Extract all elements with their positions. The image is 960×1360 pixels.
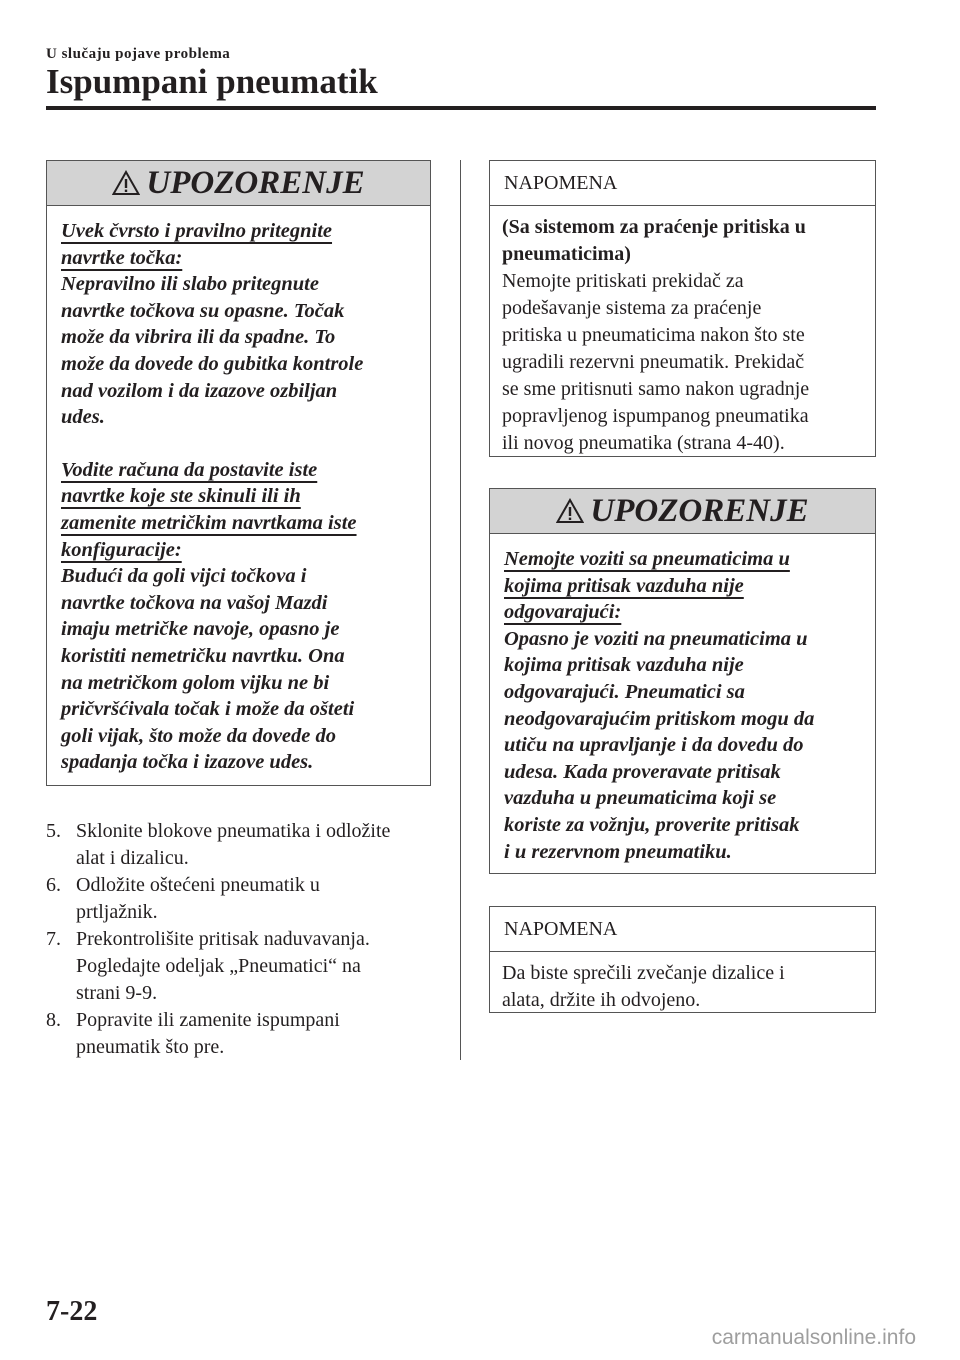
underlined-line: Nemojte voziti sa pneumaticima u bbox=[504, 548, 790, 570]
text-line: pričvršćivala točak i može da ošteti bbox=[61, 698, 355, 721]
underlined-line: navrtke koje ste skinuli ili ih bbox=[61, 485, 301, 508]
text-line: goli vijak, što može da dovede do bbox=[61, 724, 336, 747]
text-line: podešavanje sistema za praćenje bbox=[502, 297, 762, 319]
warning-para bbox=[504, 546, 861, 865]
watermark: carmanualsonline.info bbox=[711, 1326, 916, 1349]
text-line: Budući da goli vijci točkova i bbox=[61, 565, 307, 588]
list-item bbox=[46, 926, 446, 1007]
note-body bbox=[490, 206, 875, 457]
warning-para-1 bbox=[61, 218, 416, 431]
step-text: Sklonite blokove pneumatika i odložite alat i dizalicu. bbox=[76, 820, 391, 869]
text-line: navrtke točkova su opasne. Točak bbox=[61, 299, 345, 322]
text-line: neodgovarajućim pritiskom mogu da bbox=[504, 707, 815, 730]
list-item bbox=[46, 872, 446, 926]
text-line: odgovarajući. Pneumatici sa bbox=[504, 680, 745, 703]
step-number: 8. bbox=[46, 1009, 61, 1031]
steps-list bbox=[46, 818, 446, 1061]
list-item bbox=[46, 1007, 446, 1061]
underlined-line: kojima pritisak vazduha nije bbox=[504, 574, 744, 597]
text-line: ugradili rezervni pneumatik. Prekidač bbox=[502, 351, 805, 373]
page-title: Ispumpani pneumatik bbox=[46, 62, 378, 101]
text-line: Nepravilno ili slabo pritegnute bbox=[61, 273, 319, 296]
note-body bbox=[490, 952, 875, 1014]
text-line: popravljenog ispumpanog pneumatika bbox=[502, 405, 809, 427]
step-number: 5. bbox=[46, 820, 61, 842]
bold-line: pneumaticima) bbox=[502, 243, 631, 265]
step-text: Popravite ili zamenite ispumpani pneumatik što pre. bbox=[76, 1009, 340, 1058]
text-line: ili novog pneumatika (strana 4-40). bbox=[502, 432, 785, 454]
note-box-bottom bbox=[489, 906, 876, 1013]
warning-para-2 bbox=[61, 457, 416, 776]
warning-triangle-icon bbox=[112, 170, 140, 196]
note-heading: NAPOMENA bbox=[490, 161, 875, 206]
underlined-line: Vodite računa da postavite iste bbox=[61, 458, 318, 481]
warning-heading-text: UPOZORENJE bbox=[590, 492, 809, 529]
text-line: Nemojte pritiskati prekidač za bbox=[502, 270, 744, 292]
text-line: Da biste sprečili zvečanje dizalice i bbox=[502, 962, 785, 984]
text-line: Opasno je voziti na pneumaticima u bbox=[504, 627, 808, 650]
text-line: kojima pritisak vazduha nije bbox=[504, 654, 744, 677]
underlined-line: navrtke točka: bbox=[61, 246, 183, 269]
section-label: U slučaju pojave problema bbox=[46, 46, 231, 62]
text-line: može da dovede do gubitka kontrole bbox=[61, 352, 364, 375]
text-line: vazduha u pneumaticima koji se bbox=[504, 787, 777, 810]
warning-box-right bbox=[489, 488, 876, 874]
text-line: se sme pritisnuti samo nakon ugradnje bbox=[502, 378, 810, 400]
text-line: i u rezervnom pneumatiku. bbox=[504, 840, 732, 863]
text-line: udesa. Kada proveravate pritisak bbox=[504, 760, 781, 783]
underlined-line: odgovarajući: bbox=[504, 601, 622, 624]
step-number: 6. bbox=[46, 874, 61, 896]
warning-heading bbox=[47, 161, 430, 206]
text-line: utiču na upravljanje i da dovedu do bbox=[504, 734, 804, 757]
page-number: 7-22 bbox=[46, 1296, 98, 1327]
bold-line: (Sa sistemom za praćenje pritiska u bbox=[502, 216, 806, 238]
title-rule bbox=[46, 106, 876, 110]
text-line: spadanja točka i izazove udes. bbox=[61, 751, 314, 774]
underlined-line: zamenite metričkim navrtkama iste bbox=[61, 511, 357, 534]
warning-body bbox=[47, 206, 430, 776]
text-line: udes. bbox=[61, 406, 105, 429]
warning-box-left bbox=[46, 160, 431, 786]
step-text: Odložite oštećeni pneumatik u prtljažnik. bbox=[76, 874, 320, 923]
warning-heading-text: UPOZORENJE bbox=[146, 164, 365, 201]
column-divider bbox=[460, 160, 461, 1060]
text-line: koriste za vožnju, proverite pritisak bbox=[504, 813, 800, 836]
list-item bbox=[46, 818, 446, 872]
text-line: navrtke točkova na vašoj Mazdi bbox=[61, 591, 328, 614]
note-heading: NAPOMENA bbox=[490, 907, 875, 952]
text-line: može da vibrira ili da spadne. To bbox=[61, 326, 336, 349]
text-line: nad vozilom i da izazove ozbiljan bbox=[61, 379, 338, 402]
underlined-line: Uvek čvrsto i pravilno pritegnite bbox=[61, 220, 333, 242]
text-line: na metričkom golom vijku ne bi bbox=[61, 671, 330, 694]
text-line: alata, držite ih odvojeno. bbox=[502, 989, 701, 1011]
underlined-line: konfiguracije: bbox=[61, 538, 182, 561]
step-text: Prekontrolišite pritisak naduvavanja. Pogledajte odeljak „Pneumatici“ na strani 9-9. bbox=[76, 928, 370, 1004]
warning-body bbox=[490, 534, 875, 865]
step-number: 7. bbox=[46, 928, 61, 950]
text-line: pritiska u pneumaticima nakon što ste bbox=[502, 324, 805, 346]
text-line: koristiti nemetričku navrtku. Ona bbox=[61, 644, 345, 667]
note-box-top bbox=[489, 160, 876, 457]
warning-heading bbox=[490, 489, 875, 534]
warning-triangle-icon bbox=[556, 498, 584, 524]
text-line: imaju metričke navoje, opasno je bbox=[61, 618, 340, 641]
